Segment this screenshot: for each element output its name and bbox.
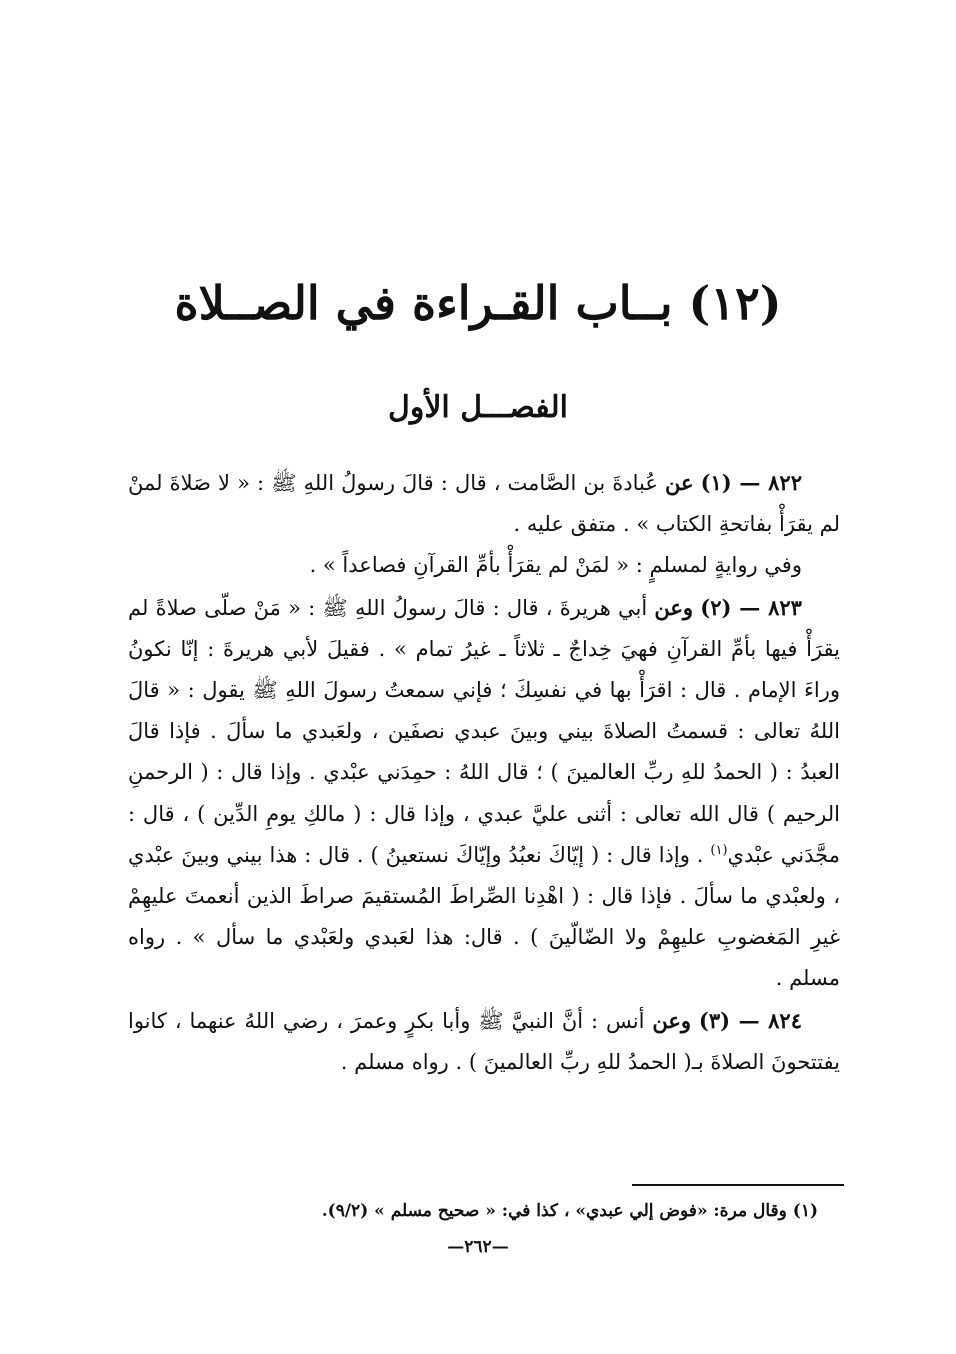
hadith-number: ٨٢٣ — (٢) (700, 594, 802, 620)
hadith-lead: وعن (654, 594, 694, 620)
hadith-text: أنس : أنَّ النبيَّ ﷺ وأبا بكرٍ وعمرَ ، رضي اللهُ عنهما ، كانوا يفتتحونَ الصلاةَ بـ( الحمدُ للهِ ربِّ العالمينَ ) . رواه مسلم . (128, 1008, 840, 1074)
hadith-822-muslim-variant (128, 545, 840, 586)
chapter-title: (١٢) بــاب القـراءة في الصــلاة (174, 275, 782, 330)
section-title: الفصـــل الأول (388, 389, 568, 425)
hadith-824 (128, 1000, 840, 1083)
hadith-823 (128, 587, 840, 1000)
body-text (128, 462, 840, 1083)
hadith-lead: عن (664, 470, 694, 495)
footnote: (١) وقال مرة: «فوض إلي عبدي» ، كذا في: « صحيح مسلم » (٩/٢). (321, 1201, 818, 1221)
hadith-number: ٨٢٤ — (٣) (698, 1007, 802, 1033)
hadith-822 (128, 462, 840, 545)
hadith-number: ٨٢٢ — (١) (700, 470, 802, 495)
footnote-divider (632, 1184, 844, 1186)
hadith-lead: وعن (652, 1007, 691, 1033)
hadith-text: وفي روايةٍ لمسلمٍ : « لمَنْ لم يقرَأْ بأمِّ القرآنِ فصاعداً » . (309, 553, 802, 578)
page-number: —٢٦٢— (447, 1237, 509, 1257)
footnote-reference: (١) (710, 842, 728, 858)
hadith-text: عُبادةَ بن الصَّامت ، قال : قالَ رسولُ اللهِ ﷺ : « لا صَلاةَ لمنْ لم يقرَأْ بفاتحةِ الكتاب » . متفق عليه . (128, 471, 840, 537)
hadith-text-continued: . وإذا قال : ( إيّاكَ نعبُدُ وإيّاكَ نستعينُ ) . قال : هذا بيني وبينَ عبْدي ، ولعبْدي ما سألَ . فإذا قال : ( اهْدِنا الصِّراطَ المُستقيمَ صراطَ الذين أنعمتَ عليهِمْ غيرِ المَغضوبِ عليهِمْ ولا الضّالّينَ ) . قال: هذا لعَبدي ولعَبْدي ما سأل » . رواه مسلم . (128, 842, 840, 991)
hadith-text: أبي هريرةَ ، قال : قالَ رسولُ اللهِ ﷺ : « مَنْ صلّى صلاةً لم يقرَأْ فيها بأمِّ القرآنِ فهيَ خِداجٌ ـ ثلاثاً ـ غيرُ تمام » . فقيلَ لأبي هريرةَ : إنّا نكونُ وراءَ الإمام . قال : اقرَأْ بها في نفسِكَ ؛ فإني سمعتُ رسولَ اللهِ ﷺ يقول : « قالَ اللهُ تعالى : قسمتُ الصلاةَ بيني وبينَ عبدي نصفَين ، ولعَبدي ما سألَ . فإذا قالَ العبدُ : ( الحمدُ للهِ ربِّ العالمينَ ) ؛ قال اللهُ : حمِدَني عبْدي . وإذا قال : ( الرحمنِ الرحيم ) قال الله تعالى : أثنى عليَّ عبدي ، وإذا قال : ( مالكِ يومِ الدِّين ) ، قال : مجَّدَني عبْدي (128, 595, 840, 867)
